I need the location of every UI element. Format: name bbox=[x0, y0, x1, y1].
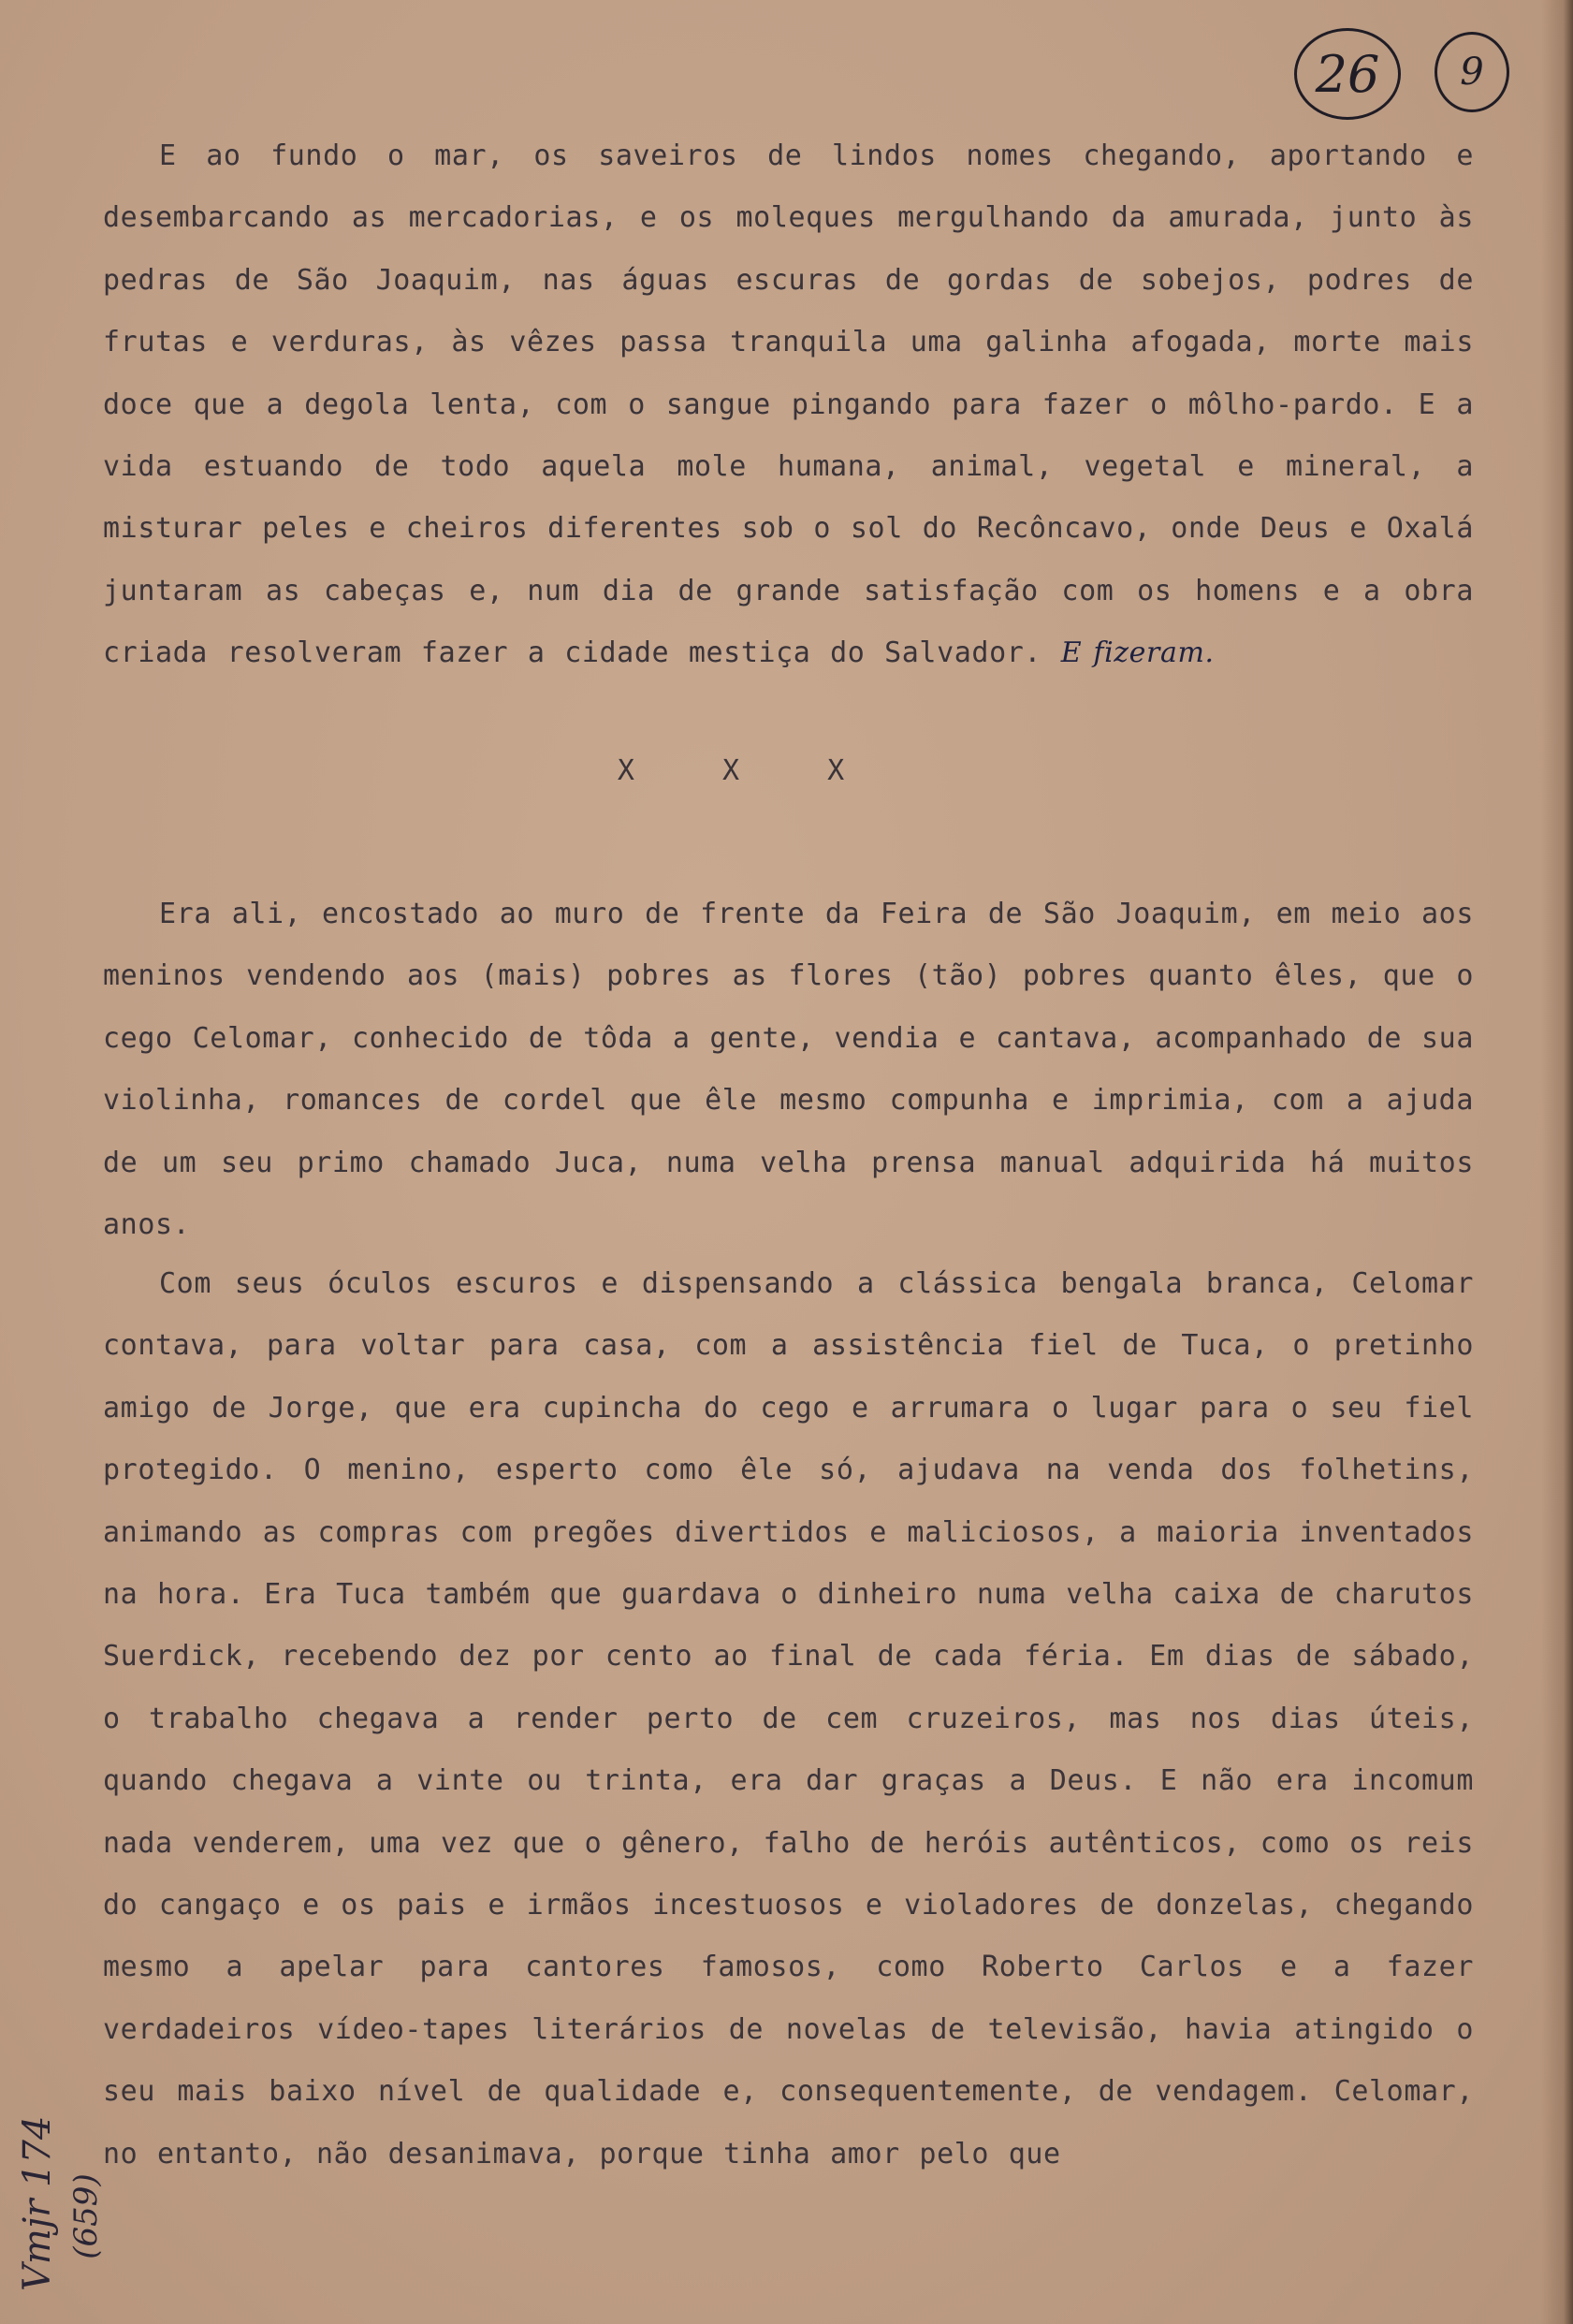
page-edge-shadow bbox=[1541, 0, 1573, 2324]
folio-number-text: 26 bbox=[1315, 44, 1380, 104]
paragraph-1-text: E ao fundo o mar, os saveiros de lindos nomes chegando, aportando e desembarcando as mercadorias, e os moleques mergulhando da amurada, junto às pedras de São Joaquim, nas águas escuras de gordas de sobejos, podres de frutas e verduras, às vêzes passa tranquila uma galinha afogada, morte mais doce que a degola lenta, com o sangue pingando para fazer o môlho-pardo. E a vida estuando de todo aquela mole humana, animal, vegetal e mineral, a misturar peles e cheiros diferentes sob o sol do Recôncavo, onde Deus e Oxalá juntaram as cabeças e, num dia de grande satisfação com os homens e a obra criada resolveram fazer a cidade mestiça do Salvador. bbox=[103, 139, 1474, 670]
folio-number-circled bbox=[1294, 28, 1401, 120]
margin-note-vertical: Vmjr 174 bbox=[16, 2115, 59, 2291]
margin-note-vertical-small: (659) bbox=[67, 2173, 105, 2259]
section-separator: X X X bbox=[617, 754, 881, 787]
paragraph-1 bbox=[103, 125, 1474, 685]
folio-number-secondary-text: 9 bbox=[1460, 51, 1484, 94]
handwritten-insert: E fizeram. bbox=[1060, 636, 1215, 670]
paragraph-2 bbox=[103, 884, 1474, 1256]
folio-number-secondary bbox=[1435, 32, 1509, 112]
paragraph-3 bbox=[103, 1253, 1474, 2185]
paragraph-2-text: Era ali, encostado ao muro de frente da Feira de São Joaquim, em meio aos meninos vendendo aos (mais) pobres as flores (tão) pobres quanto êles, que o cego Celomar, conhecido de tôda a gente, vendia e cantava, acompanhado de sua violinha, romances de cordel que êle mesmo compunha e imprimia, com a ajuda de um seu primo chamado Juca, numa velha prensa manual adquirida há muitos anos. bbox=[103, 898, 1474, 1242]
paragraph-3-text: Com seus óculos escuros e dispensando a clássica bengala branca, Celomar contava, para voltar para casa, com a assistência fiel de Tuca, o pretinho amigo de Jorge, que era cupincha do cego e arrumara o lugar para o seu fiel protegido. O menino, esperto como êle só, ajudava na venda dos folhetins, animando as compras com pregões divertidos e maliciosos, a maioria inventados na hora. Era Tuca também que guardava o dinheiro numa velha caixa de charutos Suerdick, recebendo dez por cento ao final de cada féria. Em dias de sábado, o trabalho chegava a render perto de cem cruzeiros, mas nos dias úteis, quando chegava a vinte ou trinta, era dar graças a Deus. E não era incomum nada venderem, uma vez que o gênero, falho de heróis autênticos, como os reis do cangaço e os pais e irmãos incestuosos e violadores de donzelas, chegando mesmo a apelar para cantores famosos, como Roberto Carlos e a fazer verdadeiros vídeo-tapes literários de novelas de televisão, havia atingido o seu mais baixo nível de qualidade e, consequentemente, de vendagem. Celomar, no entanto, não desanimava, porque tinha amor pelo que bbox=[103, 1267, 1474, 2171]
